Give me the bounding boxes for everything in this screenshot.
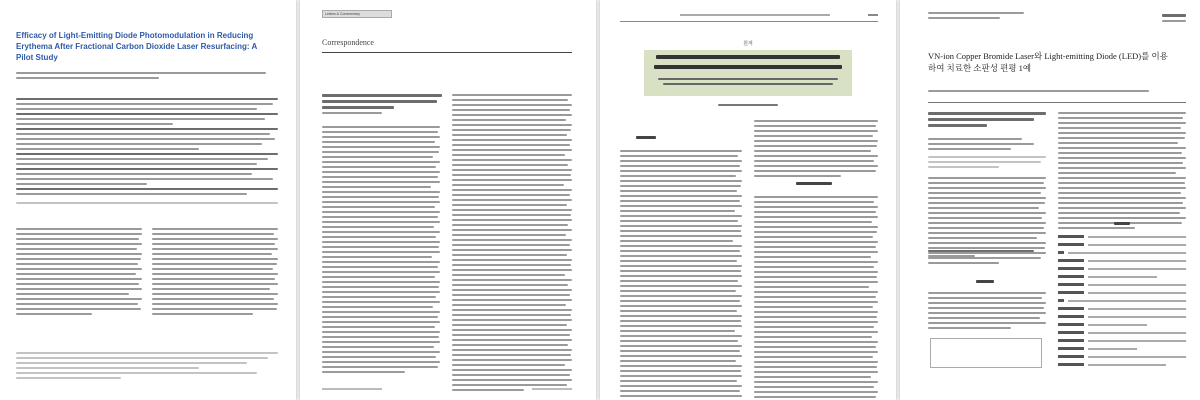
body-column-left <box>322 126 440 373</box>
section-heading-left <box>976 280 994 284</box>
body-column-left <box>620 150 742 400</box>
body-column-right <box>1058 112 1186 229</box>
section-heading-right <box>796 182 832 186</box>
page-4-thumbnail[interactable] <box>900 0 1200 400</box>
divider <box>322 52 572 53</box>
divider <box>928 102 1186 103</box>
body-column-right <box>452 94 572 391</box>
section-heading: Correspondence <box>322 38 374 47</box>
page-2-thumbnail[interactable] <box>300 0 596 400</box>
page-footer <box>322 386 572 390</box>
section-heading-right <box>1114 222 1130 226</box>
body-column-right-top <box>754 120 878 177</box>
author-line <box>928 90 1168 92</box>
author-line <box>600 104 896 106</box>
body-text-columns <box>16 228 278 315</box>
journal-header <box>928 12 1048 19</box>
page-3-thumbnail[interactable] <box>600 0 896 400</box>
abstract-block <box>16 98 278 204</box>
english-title <box>656 78 840 85</box>
english-abstract <box>928 138 1046 264</box>
english-title <box>928 112 1046 127</box>
journal-mark <box>1162 14 1186 22</box>
case-detail-list <box>1058 235 1186 366</box>
info-box <box>930 338 1042 368</box>
korean-title <box>644 55 852 69</box>
header-rule <box>620 21 878 22</box>
body-column-right <box>754 196 878 400</box>
article-kind-label: 원저 <box>743 41 753 47</box>
running-header <box>620 13 878 16</box>
section-heading-left <box>636 136 656 140</box>
section-header-band: Letters & Commentary <box>322 10 392 18</box>
body-column-left <box>928 292 1046 329</box>
letter-title <box>322 94 442 114</box>
author-list <box>16 72 276 79</box>
keywords <box>928 250 1046 257</box>
page-1-thumbnail[interactable] <box>0 0 296 400</box>
article-title: Efficacy of Light-Emitting Diode Photomodulation in Reducing Erythema After Fractional Carbon Dioxide Laser Resurfacing: A Pilot Study <box>16 31 257 62</box>
article-title: VN-ion Copper Bromide Laser와 Light-emitting Diode (LED)를 이용하여 치료한 소판성 편평 1예 <box>928 51 1168 73</box>
footnote-block <box>16 352 278 379</box>
